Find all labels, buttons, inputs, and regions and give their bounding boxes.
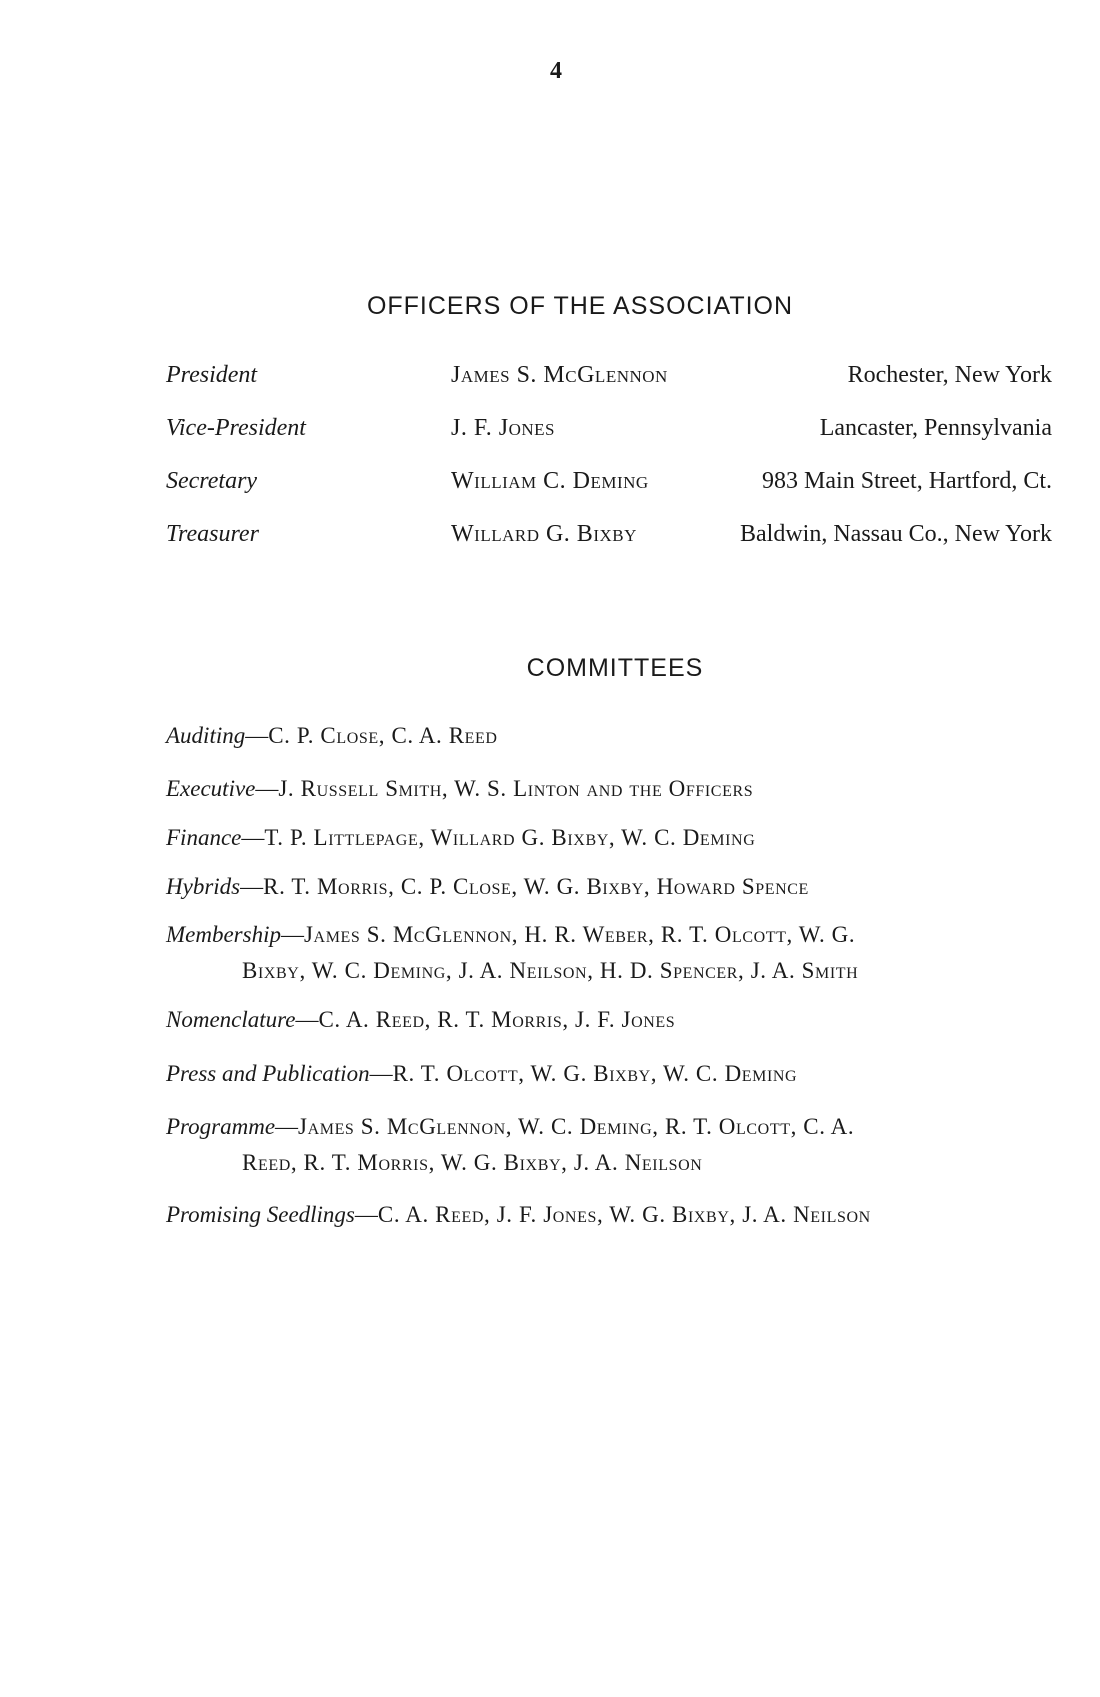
committee-members: James S. McGlennon, H. R. Weber, R. T. Olcott, W. G.	[303, 922, 856, 947]
committee-members: J. Russell Smith, W. S. Linton and the Officers	[278, 776, 754, 801]
committees-heading: COMMITTEES	[526, 654, 704, 682]
committee-members: R. T. Olcott, W. G. Bixby, W. C. Deming	[392, 1061, 798, 1086]
officer-role: Vice-President	[166, 415, 306, 441]
committee-name: Press and Publication	[166, 1061, 370, 1086]
committee-nomenclature	[166, 1002, 1052, 1038]
committee-name: Promising Seedlings	[166, 1202, 355, 1227]
committee-name: Hybrids	[166, 874, 241, 899]
officer-place: Lancaster, Pennsylvania	[819, 415, 1052, 441]
officer-row-treasurer	[166, 521, 1052, 557]
committee-name: Finance	[166, 825, 242, 850]
officer-row-president	[166, 362, 1052, 398]
committee-separator: —	[295, 1007, 319, 1032]
committee-auditing	[166, 718, 1052, 754]
officer-name: James S. McGlennon	[451, 362, 668, 388]
committee-members-continued: Reed, R. T. Morris, W. G. Bixby, J. A. Neilson	[242, 1150, 703, 1175]
officer-place: Rochester, New York	[847, 362, 1052, 388]
committee-members: T. P. Littlepage, Willard G. Bixby, W. C. Deming	[264, 825, 756, 850]
committee-press-and-publication	[166, 1056, 1052, 1092]
committee-separator: —	[354, 1202, 378, 1227]
committee-name: Nomenclature	[166, 1007, 296, 1032]
page-number: 4	[550, 58, 562, 84]
committee-members: C. P. Close, C. A. Reed	[268, 723, 498, 748]
officer-place: 983 Main Street, Hartford, Ct.	[762, 468, 1052, 494]
committee-promising-seedlings	[166, 1197, 1052, 1233]
committee-members: R. T. Morris, C. P. Close, W. G. Bixby, Howard Spence	[263, 874, 809, 899]
committee-separator: —	[255, 776, 279, 801]
committee-name: Membership	[166, 922, 281, 947]
committee-executive	[166, 771, 1052, 807]
officer-role: Treasurer	[166, 521, 259, 547]
officer-place: Baldwin, Nassau Co., New York	[740, 521, 1052, 547]
officer-row-secretary	[166, 468, 1052, 504]
committee-members: C. A. Reed, R. T. Morris, J. F. Jones	[318, 1007, 676, 1032]
committee-separator: —	[275, 1114, 299, 1139]
committee-membership	[166, 917, 1052, 989]
officer-name: William C. Deming	[451, 468, 649, 494]
committee-separator: —	[280, 922, 304, 947]
committee-members: C. A. Reed, J. F. Jones, W. G. Bixby, J. A. Neilson	[377, 1202, 871, 1227]
officer-name: Willard G. Bixby	[451, 521, 637, 547]
officer-role: Secretary	[166, 468, 258, 494]
committee-members-continued: Bixby, W. C. Deming, J. A. Neilson, H. D. Spencer, J. A. Smith	[242, 958, 859, 983]
committee-members: James S. McGlennon, W. C. Deming, R. T. Olcott, C. A.	[298, 1114, 855, 1139]
officer-role: President	[166, 362, 258, 388]
officer-row-vice-president	[166, 415, 1052, 451]
committee-name: Programme	[166, 1114, 276, 1139]
committee-finance	[166, 820, 1052, 856]
officers-heading: OFFICERS OF THE ASSOCIATION	[366, 292, 794, 320]
committee-name: Auditing	[166, 723, 246, 748]
officer-name: J. F. Jones	[451, 415, 555, 441]
committee-separator: —	[245, 723, 269, 748]
committee-hybrids	[166, 869, 1052, 905]
committee-programme	[166, 1109, 1052, 1181]
committee-separator: —	[241, 825, 265, 850]
committee-separator: —	[240, 874, 264, 899]
committee-name: Executive	[166, 776, 256, 801]
committee-separator: —	[369, 1061, 393, 1086]
